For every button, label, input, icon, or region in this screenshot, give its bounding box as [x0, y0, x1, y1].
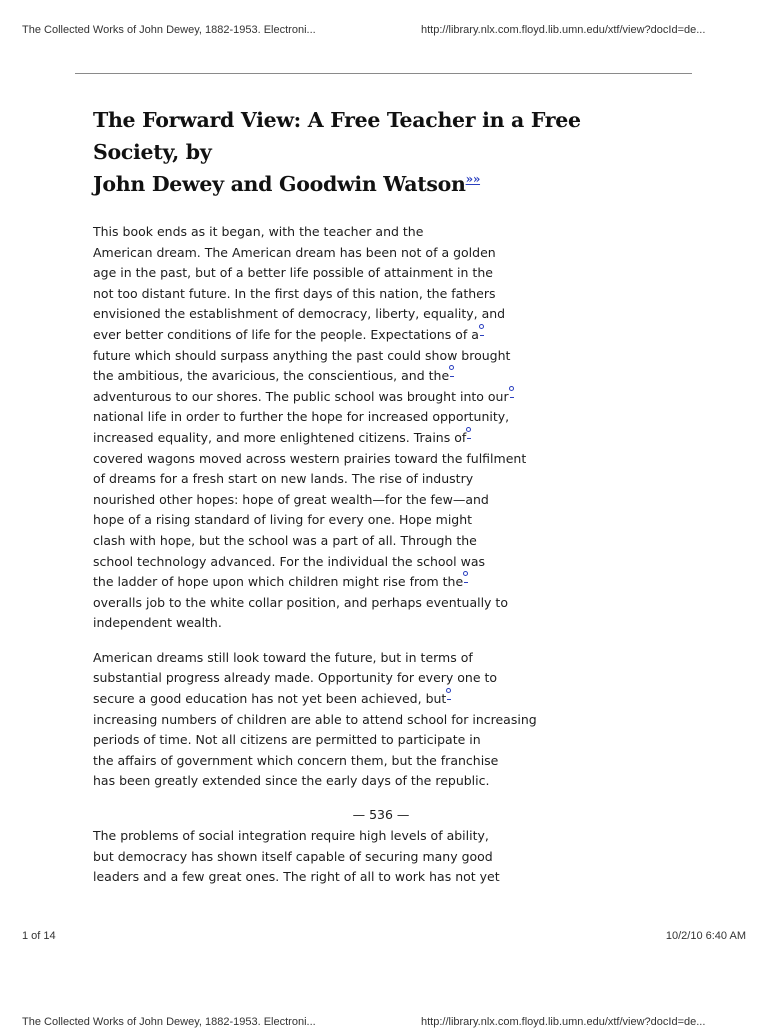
text-line: American dream. The American dream has been not of a golden — [93, 244, 496, 260]
line-break-marker-icon[interactable] — [464, 578, 467, 587]
page-count: 1 of 14 — [22, 930, 56, 942]
print-header — [0, 24, 768, 40]
text-line: of dreams for a fresh start on new lands. The rise of industry — [93, 471, 474, 487]
text-line: overalls job to the white collar position, and perhaps eventually to — [93, 594, 508, 610]
text-line: the ladder of hope upon which children might rise from the — [93, 572, 653, 593]
print-timestamp: 10/2/10 6:40 AM — [665, 930, 746, 942]
page-number: — 536 — — [352, 807, 410, 823]
paragraph-3 — [93, 826, 653, 888]
text-line: independent wealth. — [93, 615, 222, 631]
article-title-line-2: John Dewey and Goodwin Watson — [93, 172, 466, 196]
text-line: future which should surpass anything the past could show brought — [93, 347, 511, 363]
text-line: not too distant future. In the first days of this nation, the fathers — [93, 285, 496, 301]
paragraph-1 — [93, 222, 653, 634]
text-line: national life in order to further the hope for increased opportunity, — [93, 409, 510, 425]
text-line: nourished other hopes: hope of great wealth—for the few—and — [93, 491, 489, 507]
line-break-marker-icon[interactable] — [480, 331, 483, 340]
line-break-marker-icon[interactable] — [447, 695, 450, 704]
next-page-header — [0, 1016, 768, 1032]
top-divider — [75, 73, 692, 74]
text-line: This book ends as it began, with the teacher and the — [93, 224, 424, 239]
article — [93, 104, 653, 902]
text-line: secure a good education has not yet been achieved, but — [93, 689, 653, 710]
line-break-marker-icon[interactable] — [510, 393, 513, 402]
text-line: substantial progress already made. Opportunity for every one to — [93, 670, 498, 686]
print-footer — [0, 930, 768, 946]
print-header-title: The Collected Works of John Dewey, 1882-1953. Electroni... — [22, 24, 316, 36]
line-break-marker-icon[interactable] — [467, 434, 470, 443]
paragraph-2 — [93, 648, 653, 792]
text-line: adventurous to our shores. The public school was brought into our — [93, 387, 653, 408]
text-line: clash with hope, but the school was a part of all. Through the — [93, 532, 477, 548]
text-line: periods of time. Not all citizens are permitted to participate in — [93, 732, 481, 748]
article-title — [93, 104, 653, 200]
text-line: age in the past, but of a better life possible of attainment in the — [93, 265, 493, 281]
text-line: the affairs of government which concern them, but the franchise — [93, 752, 499, 768]
text-line: The problems of social integration require high levels of ability, — [93, 828, 489, 844]
text-line: hope of a rising standard of living for every one. Hope might — [93, 512, 473, 528]
article-title-line-1: The Forward View: A Free Teacher in a Free Society, by — [93, 108, 581, 164]
print-header-url: http://library.nlx.com.floyd.lib.umn.edu/xtf/view?docId=de... — [421, 24, 706, 36]
next-section-link[interactable]: »» — [465, 172, 481, 187]
text-line: but democracy has shown itself capable of securing many good — [93, 848, 493, 864]
next-page-header-title: The Collected Works of John Dewey, 1882-1953. Electroni... — [22, 1016, 316, 1028]
line-break-marker-icon[interactable] — [450, 372, 453, 381]
text-line: increasing numbers of children are able to attend school for increasing — [93, 711, 537, 727]
text-line: ever better conditions of life for the people. Expectations of a — [93, 325, 653, 346]
text-line: leaders and a few great ones. The right of all to work has not yet — [93, 869, 500, 885]
text-line: school technology advanced. For the individual the school was — [93, 553, 486, 569]
text-line: American dreams still look toward the future, but in terms of — [93, 649, 473, 665]
text-line: has been greatly extended since the early days of the republic. — [93, 773, 490, 789]
text-line: the ambitious, the avaricious, the conscientious, and the — [93, 366, 653, 387]
text-line: increased equality, and more enlightened citizens. Trains of — [93, 428, 653, 449]
text-line: covered wagons moved across western prairies toward the fulfilment — [93, 450, 527, 466]
text-line: envisioned the establishment of democracy, liberty, equality, and — [93, 306, 506, 322]
next-page-header-url: http://library.nlx.com.floyd.lib.umn.edu/xtf/view?docId=de... — [421, 1016, 706, 1028]
